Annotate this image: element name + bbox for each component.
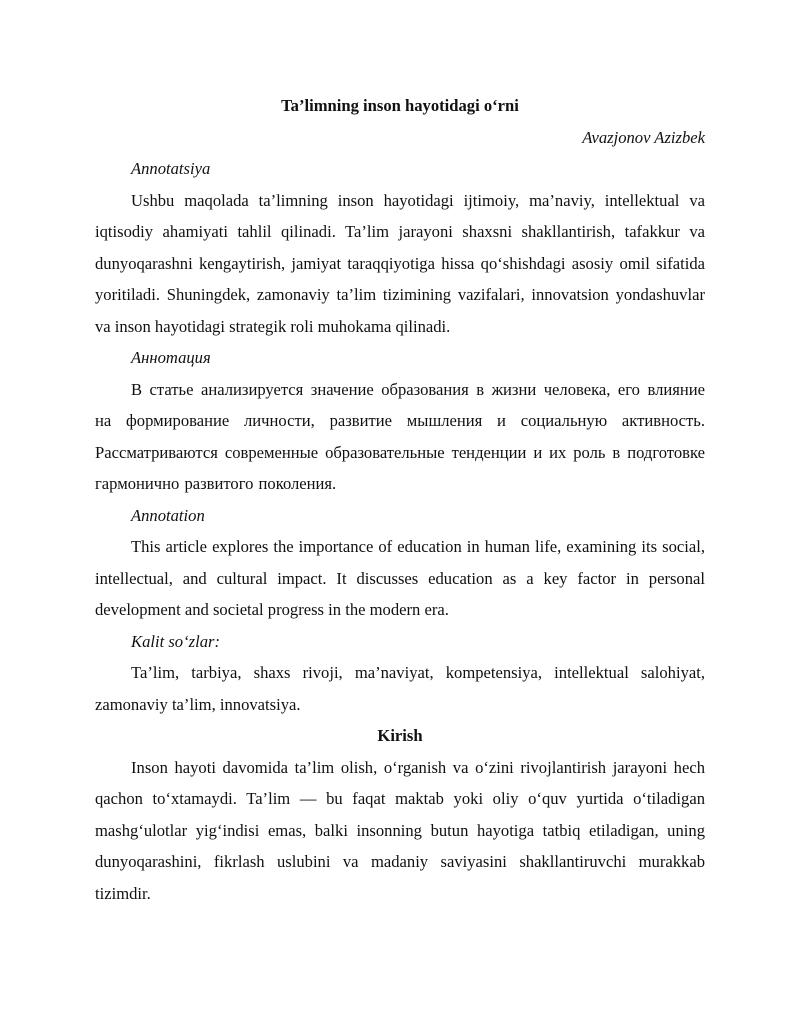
annotation-en-label: Annotation: [131, 505, 205, 525]
keywords-text: Ta’lim, tarbiya, shaxs rivoji, ma’naviyat, kompetensiya, intellektual salohiyat, zamonaviy ta’lim, innovatsiya.: [95, 663, 705, 714]
document-page: [95, 90, 705, 909]
author-name: Avazjonov Azizbek: [582, 127, 705, 147]
annotation-ru-label: Аннотация: [131, 348, 211, 367]
annotation-uz-label: Annotatsiya: [131, 159, 211, 178]
annotation-uz-text: Ushbu maqolada ta’limning inson hayotidagi ijtimoiy, ma’naviy, intellektual va iqtisodiy ahamiyati tahlil qilinadi. Ta’lim jarayoni shaxsni shakllantirish, tafakkur va dunyoqarashni kengaytirish, jamiyat taraqqiyotiga hissa qo‘shishdagi asosiy omil sifatida yoritiladi. Shuningdek, zamonaviy ta’lim tizimining vazifalari, innovatsion yondashuvlar va inson hayotidagi strategik roli muhokama qilinadi.: [95, 190, 705, 336]
annotation-ru-text: В статье анализируется значение образования в жизни человека, его влияние на формирование личности, развитие мышления и социальную активность. Рассматриваются современные образовательные тенденции и их роль в подготовке гармонично развитого поколения.: [95, 379, 705, 493]
article-title: Ta’limning inson hayotidagi o‘rni: [281, 96, 519, 115]
keywords-label: Kalit so‘zlar:: [131, 631, 220, 651]
introduction-heading: Kirish: [377, 726, 423, 745]
annotation-en-text: This article explores the importance of education in human life, examining its social, intellectual, and cultural impact. It discusses education as a key factor in personal development and societal progress in the modern era.: [95, 537, 705, 619]
introduction-text: Inson hayoti davomida ta’lim olish, o‘rganish va o‘zini rivojlantirish jarayoni hech qachon to‘xtamaydi. Ta’lim — bu faqat maktab yoki oliy o‘quv yurtida o‘tiladigan mashg‘ulotlar yig‘indisi emas, balki insonning butun hayotiga tatbiq etiladigan, uning dunyoqarashini, fikrlash uslubini va madaniy saviyasini shakllantiruvchi murakkab tizimdir.: [95, 757, 705, 903]
